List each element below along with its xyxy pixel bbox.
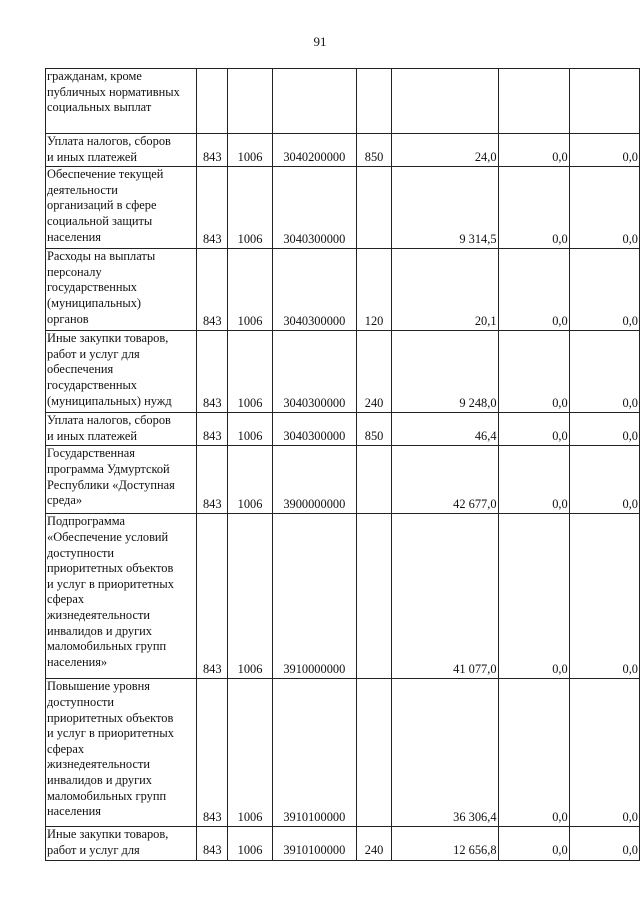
admin-code-cell: 843	[197, 827, 228, 860]
target-article-cell: 3040200000	[272, 134, 356, 167]
amount-second-year-cell: 0,0	[498, 134, 569, 167]
amount-cell: 46,4	[392, 413, 498, 446]
admin-code-cell: 843	[197, 167, 228, 249]
section-code-cell: 1006	[228, 514, 273, 679]
section-code-cell: 1006	[228, 331, 273, 413]
admin-code-cell: 843	[197, 331, 228, 413]
expense-type-cell	[356, 679, 392, 827]
expense-type-cell: 850	[356, 413, 392, 446]
page-number: 91	[313, 34, 327, 49]
amount-second-year-cell: 0,0	[498, 167, 569, 249]
admin-code-cell: 843	[197, 514, 228, 679]
amount-cell: 9 248,0	[392, 331, 498, 413]
admin-code-cell: 843	[197, 679, 228, 827]
expense-type-cell	[356, 446, 392, 514]
row-name-cell: Иные закупки товаров, работ и услуг для	[46, 827, 197, 860]
amount-second-year-cell: 0,0	[498, 679, 569, 827]
amount-second-year-cell: 0,0	[498, 249, 569, 331]
target-article-cell: 3040300000	[272, 249, 356, 331]
amount-second-year-cell: 0,0	[498, 446, 569, 514]
table-row	[46, 249, 640, 331]
row-name-cell: Повышение уровня доступности приоритетных объектов и услуг в приоритетных сферах жизнедеятельности инвалидов и других маломобильных групп населения	[46, 679, 197, 827]
row-name-cell: гражданам, кроме публичных нормативных социальных выплат	[46, 69, 197, 134]
section-code-cell: 1006	[228, 413, 273, 446]
admin-code-cell: 843	[197, 413, 228, 446]
table-row	[46, 446, 640, 514]
budget-table	[45, 68, 640, 861]
amount-cell: 12 656,8	[392, 827, 498, 860]
target-article-cell: 3040300000	[272, 167, 356, 249]
amount-cell: 41 077,0	[392, 514, 498, 679]
amount-cell: 20,1	[392, 249, 498, 331]
table-row	[46, 331, 640, 413]
section-code-cell: 1006	[228, 134, 273, 167]
target-article-cell: 3910100000	[272, 679, 356, 827]
table-row	[46, 69, 640, 134]
table-row	[46, 827, 640, 860]
table-row	[46, 514, 640, 679]
table-row	[46, 134, 640, 167]
admin-code-cell	[197, 69, 228, 134]
amount-second-year-cell: 0,0	[498, 331, 569, 413]
section-code-cell	[228, 69, 273, 134]
target-article-cell: 3910000000	[272, 514, 356, 679]
amount-third-year-cell: 0,0	[569, 134, 639, 167]
amount-cell: 36 306,4	[392, 679, 498, 827]
section-code-cell: 1006	[228, 679, 273, 827]
target-article-cell: 3910100000	[272, 827, 356, 860]
amount-third-year-cell: 0,0	[569, 249, 639, 331]
expense-type-cell	[356, 69, 392, 134]
target-article-cell: 3040300000	[272, 413, 356, 446]
row-name-cell: Уплата налогов, сборов и иных платежей	[46, 413, 197, 446]
expense-type-cell: 120	[356, 249, 392, 331]
row-name-cell: Расходы на выплаты персоналу государственных (муниципальных) органов	[46, 249, 197, 331]
row-name-cell: Иные закупки товаров, работ и услуг для обеспечения государственных (муниципальных) нужд	[46, 331, 197, 413]
target-article-cell: 3040300000	[272, 331, 356, 413]
amount-third-year-cell: 0,0	[569, 514, 639, 679]
table-body	[46, 69, 640, 861]
expense-type-cell: 240	[356, 827, 392, 860]
amount-second-year-cell	[498, 69, 569, 134]
row-name-cell: Государственная программа Удмуртской Республики «Доступная среда»	[46, 446, 197, 514]
expense-type-cell: 850	[356, 134, 392, 167]
section-code-cell: 1006	[228, 446, 273, 514]
amount-cell	[392, 69, 498, 134]
section-code-cell: 1006	[228, 167, 273, 249]
amount-third-year-cell: 0,0	[569, 827, 639, 860]
amount-third-year-cell: 0,0	[569, 167, 639, 249]
expense-type-cell	[356, 514, 392, 679]
amount-third-year-cell	[569, 69, 639, 134]
amount-third-year-cell: 0,0	[569, 413, 639, 446]
amount-second-year-cell: 0,0	[498, 827, 569, 860]
section-code-cell: 1006	[228, 827, 273, 860]
amount-cell: 9 314,5	[392, 167, 498, 249]
admin-code-cell: 843	[197, 249, 228, 331]
row-name-cell: Обеспечение текущей деятельности организаций в сфере социальной защиты населения	[46, 167, 197, 249]
amount-third-year-cell: 0,0	[569, 446, 639, 514]
table-row	[46, 679, 640, 827]
target-article-cell	[272, 69, 356, 134]
expense-type-cell	[356, 167, 392, 249]
amount-second-year-cell: 0,0	[498, 413, 569, 446]
row-name-cell: Подпрограмма «Обеспечение условий доступности приоритетных объектов и услуг в приоритетных сферах жизнедеятельности инвалидов и других маломобильных групп населения»	[46, 514, 197, 679]
expense-type-cell: 240	[356, 331, 392, 413]
amount-cell: 24,0	[392, 134, 498, 167]
amount-third-year-cell: 0,0	[569, 679, 639, 827]
section-code-cell: 1006	[228, 249, 273, 331]
table-row	[46, 167, 640, 249]
admin-code-cell: 843	[197, 446, 228, 514]
amount-third-year-cell: 0,0	[569, 331, 639, 413]
target-article-cell: 3900000000	[272, 446, 356, 514]
table-row	[46, 413, 640, 446]
row-name-cell: Уплата налогов, сборов и иных платежей	[46, 134, 197, 167]
amount-cell: 42 677,0	[392, 446, 498, 514]
admin-code-cell: 843	[197, 134, 228, 167]
amount-second-year-cell: 0,0	[498, 514, 569, 679]
